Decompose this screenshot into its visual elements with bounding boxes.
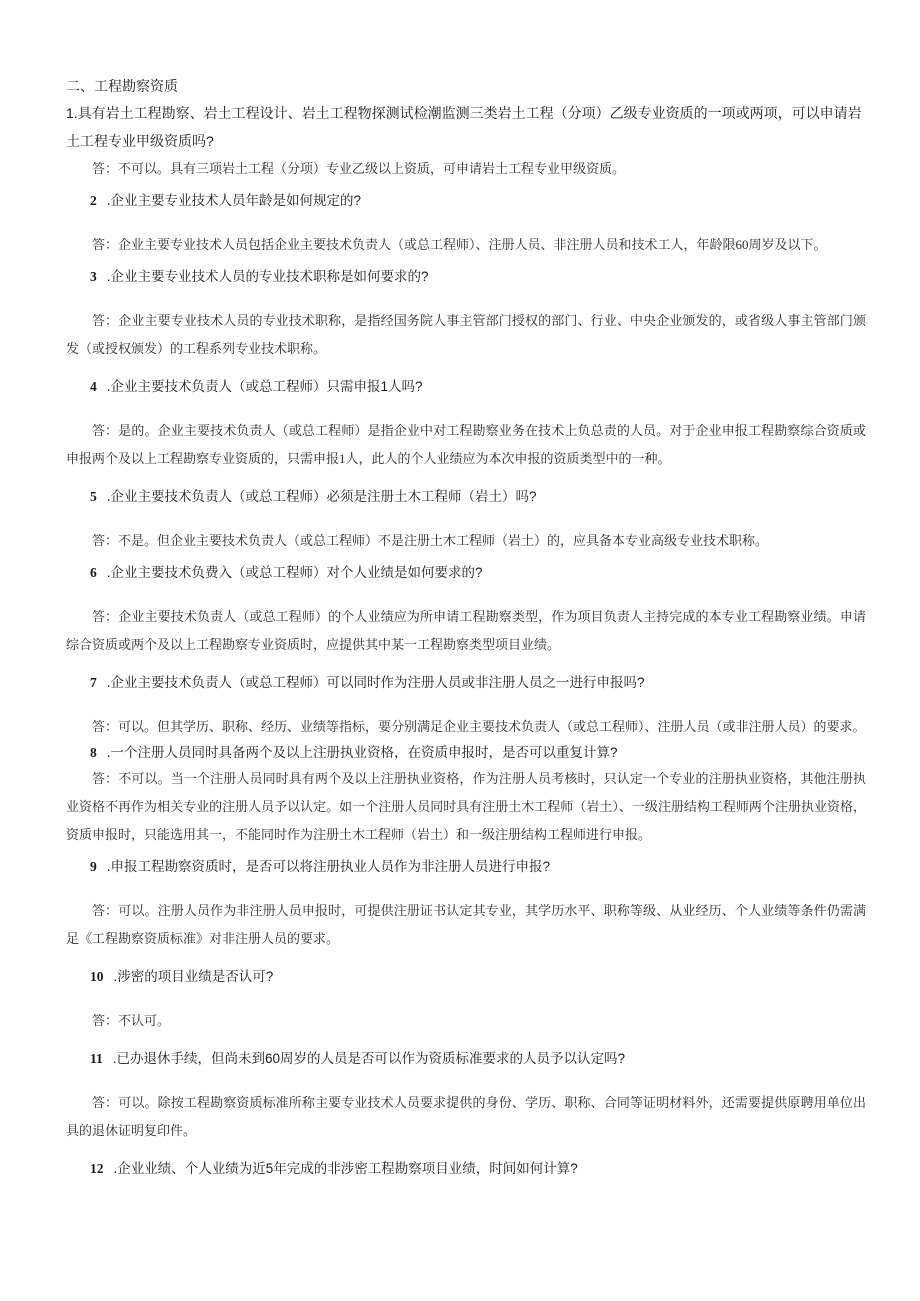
question-9-number: 9	[90, 859, 97, 874]
answer-6: 答：企业主要技术负责人（或总工程师）的个人业绩应为所申请工程勘察类型，作为项目负责人主持完成的本专业工程勘察业绩。申请综合资质或两个及以上工程勘察专业资质时，应提供其中某一工程勘察类型项目业绩。	[66, 609, 866, 652]
question-1-number: 1.	[66, 105, 78, 121]
question-12	[66, 1157, 866, 1181]
answer-7: 答：可以。但其学历、职称、经历、业绩等指标，要分别满足企业主要技术负责人（或总工程师）、注册人员（或非注册人员）的要求。	[92, 719, 866, 734]
question-5	[66, 485, 866, 509]
question-5-number: 5	[90, 489, 97, 504]
question-6	[66, 561, 866, 585]
question-4-text: .企业主要技术负责人（或总工程师）只需申报1人吗?	[106, 379, 423, 394]
question-12-text: .企业业绩、个人业绩为近5年完成的非涉密工程勘察项目业绩，时间如何计算?	[113, 1161, 578, 1176]
question-10	[66, 965, 866, 989]
question-6-number: 6	[90, 565, 97, 580]
question-11-text: .已办退休手续，但尚未到60周岁的人员是否可以作为资质标准要求的人员予以认定吗?	[112, 1051, 626, 1066]
question-12-number: 12	[90, 1161, 104, 1176]
question-9-text: .申报工程勘察资质时，是否可以将注册执业人员作为非注册人员进行申报?	[106, 859, 551, 874]
question-2-number: 2	[90, 193, 97, 208]
question-9	[66, 855, 866, 879]
question-7-number: 7	[90, 675, 97, 690]
document-page	[66, 73, 866, 1181]
answer-11: 答：可以。除按工程勘察资质标准所称主要专业技术人员要求提供的身份、学历、职称、合同等证明材料外，还需要提供原聘用单位出具的退休证明复印件。	[66, 1095, 866, 1138]
question-5-text: .企业主要技术负责人（或总工程师）必须是注册土木工程师（岩土）吗?	[106, 489, 537, 504]
question-10-text: .涉密的项目业绩是否认可?	[113, 969, 274, 984]
question-3-text: .企业主要专业技术人员的专业技术职称是如何要求的?	[106, 269, 429, 284]
section-title: 二、工程勘察资质	[66, 78, 178, 94]
question-11	[66, 1047, 866, 1071]
question-3-number: 3	[90, 269, 97, 284]
question-4	[66, 375, 866, 399]
question-1-text: 具有岩土工程勘察、岩土工程设计、岩土工程物探测试检潮监测三类岩土工程（分项）乙级专业资质的一项或两项，可以申请岩土工程专业甲级资质吗?	[66, 105, 862, 149]
question-8	[66, 741, 866, 765]
question-4-number: 4	[90, 379, 97, 394]
question-6-text: .企业主要技术负费入（或总工程师）对个人业绩是如何要求的?	[106, 565, 483, 580]
answer-3: 答：企业主要专业技术人员的专业技术职称，是指经国务院人事主管部门授权的部门、行业、中央企业颁发的，或省级人事主管部门颁发（或授权颁发）的工程系列专业技术职称。	[66, 313, 866, 356]
question-8-text: .一个注册人员同时具备两个及以上注册执业资格，在资质申报时，是否可以重复计算?	[106, 745, 618, 760]
question-8-number: 8	[90, 745, 97, 760]
question-7-text: .企业主要技术负责人（或总工程师）可以同时作为注册人员或非注册人员之一进行申报吗?	[106, 675, 645, 690]
answer-9: 答：可以。注册人员作为非注册人员申报时，可提供注册证书认定其专业，其学历水平、职称等级、从业经历、个人业绩等条件仍需满足《工程勘察资质标准》对非注册人员的要求。	[66, 903, 866, 946]
answer-2: 答：企业主要专业技术人员包括企业主要技术负责人（或总工程师）、注册人员、非注册人员和技术工人，年龄限60周岁及以下。	[92, 237, 827, 252]
answer-8: 答：不可以。当一个注册人员同时具有两个及以上注册执业资格，作为注册人员考核时，只认定一个专业的注册执业资格，其他注册执业资格不再作为相关专业的注册人员予以认定。如一个注册人员同时具有注册土木工程师（岩土）、一级注册结构工程师两个注册执业资格，资质申报时，只能选用其一，不能同时作为注册土木工程师（岩土）和一级注册结构工程师进行申报。	[66, 771, 866, 842]
question-10-number: 10	[90, 969, 104, 984]
question-3	[66, 265, 866, 289]
question-11-number: 11	[90, 1051, 103, 1066]
answer-5: 答：不是。但企业主要技术负责人（或总工程师）不是注册土木工程师（岩土）的，应具备本专业高级专业技术职称。	[92, 533, 769, 548]
question-2-text: .企业主要专业技术人员年龄是如何规定的?	[106, 193, 362, 208]
answer-10: 答：不认可。	[92, 1013, 171, 1028]
question-1	[66, 99, 866, 155]
question-7	[66, 671, 866, 695]
answer-1: 答：不可以。具有三项岩土工程（分项）专业乙级以上资质，可申请岩土工程专业甲级资质。	[92, 161, 626, 176]
answer-4: 答：是的。企业主要技术负责人（或总工程师）是指企业中对工程勘察业务在技术上负总责的人员。对于企业申报工程勘察综合资质或申报两个及以上工程勘察专业资质的，只需申报1人，此人的个人业绩应为本次申报的资质类型中的一种。	[66, 423, 866, 466]
question-2	[66, 189, 866, 213]
